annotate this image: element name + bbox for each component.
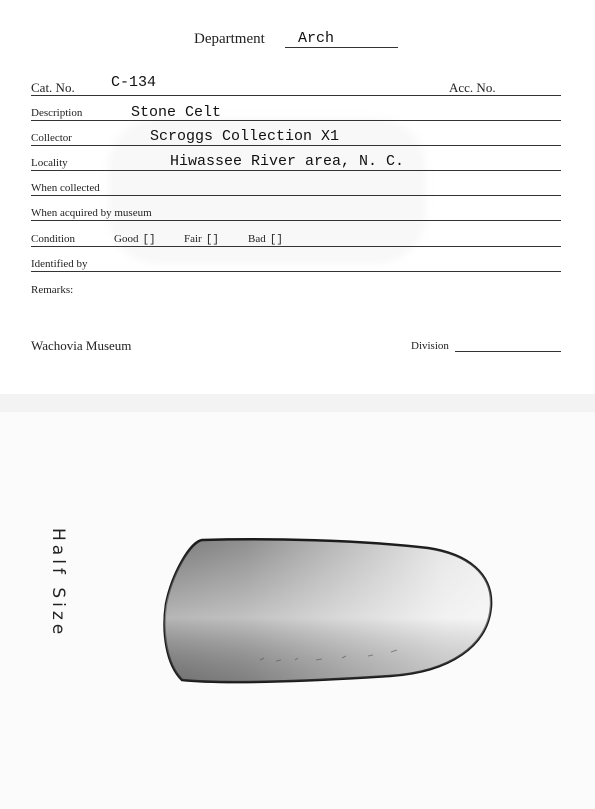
remarks-label: Remarks: <box>31 284 74 296</box>
condition-label: Condition <box>31 233 76 245</box>
when-acquired-rule <box>31 220 561 221</box>
description-rule <box>31 120 561 121</box>
acc-no-label: Acc. No. <box>449 80 496 95</box>
condition-rule <box>31 246 561 247</box>
description-value: Stone Celt <box>131 104 222 121</box>
celt-sheen <box>165 539 492 682</box>
identified-by-rule <box>31 271 561 272</box>
when-collected-rule <box>31 195 561 196</box>
collector-label: Collector <box>31 132 72 144</box>
condition-good <box>114 233 156 246</box>
division-rule <box>455 351 561 352</box>
locality-value: Hiwassee River area, N. C. <box>170 153 405 170</box>
catalog-card <box>0 0 595 394</box>
condition-fair-label: Fair <box>184 233 202 245</box>
collector-value: Scroggs Collection X1 <box>150 128 340 145</box>
museum-name: Wachovia Museum <box>31 338 132 353</box>
department-value: Arch <box>298 30 335 47</box>
condition-fair-checkbox: [] <box>205 234 219 246</box>
condition-bad-checkbox: [] <box>269 234 283 246</box>
condition-fair <box>184 233 219 246</box>
cat-no-value: C-134 <box>111 74 157 91</box>
locality-rule <box>31 170 561 171</box>
division-label: Division <box>411 340 449 352</box>
condition-bad-label: Bad <box>248 233 266 245</box>
identified-by-label: Identified by <box>31 258 88 270</box>
department-rule <box>285 47 398 48</box>
collector-rule <box>31 145 561 146</box>
when-collected-label: When collected <box>31 182 100 194</box>
cat-no-rule <box>31 95 561 96</box>
description-label: Description <box>31 107 83 119</box>
stone-celt-drawing-icon <box>160 534 496 686</box>
condition-good-checkbox: [] <box>142 234 156 246</box>
scale-note: Half Size <box>48 528 68 639</box>
condition-good-label: Good <box>114 233 139 245</box>
locality-label: Locality <box>31 157 68 169</box>
cat-no-label: Cat. No. <box>31 80 75 95</box>
when-acquired-label: When acquired by museum <box>31 207 152 219</box>
condition-bad <box>248 233 283 246</box>
department-label: Department <box>194 31 265 47</box>
